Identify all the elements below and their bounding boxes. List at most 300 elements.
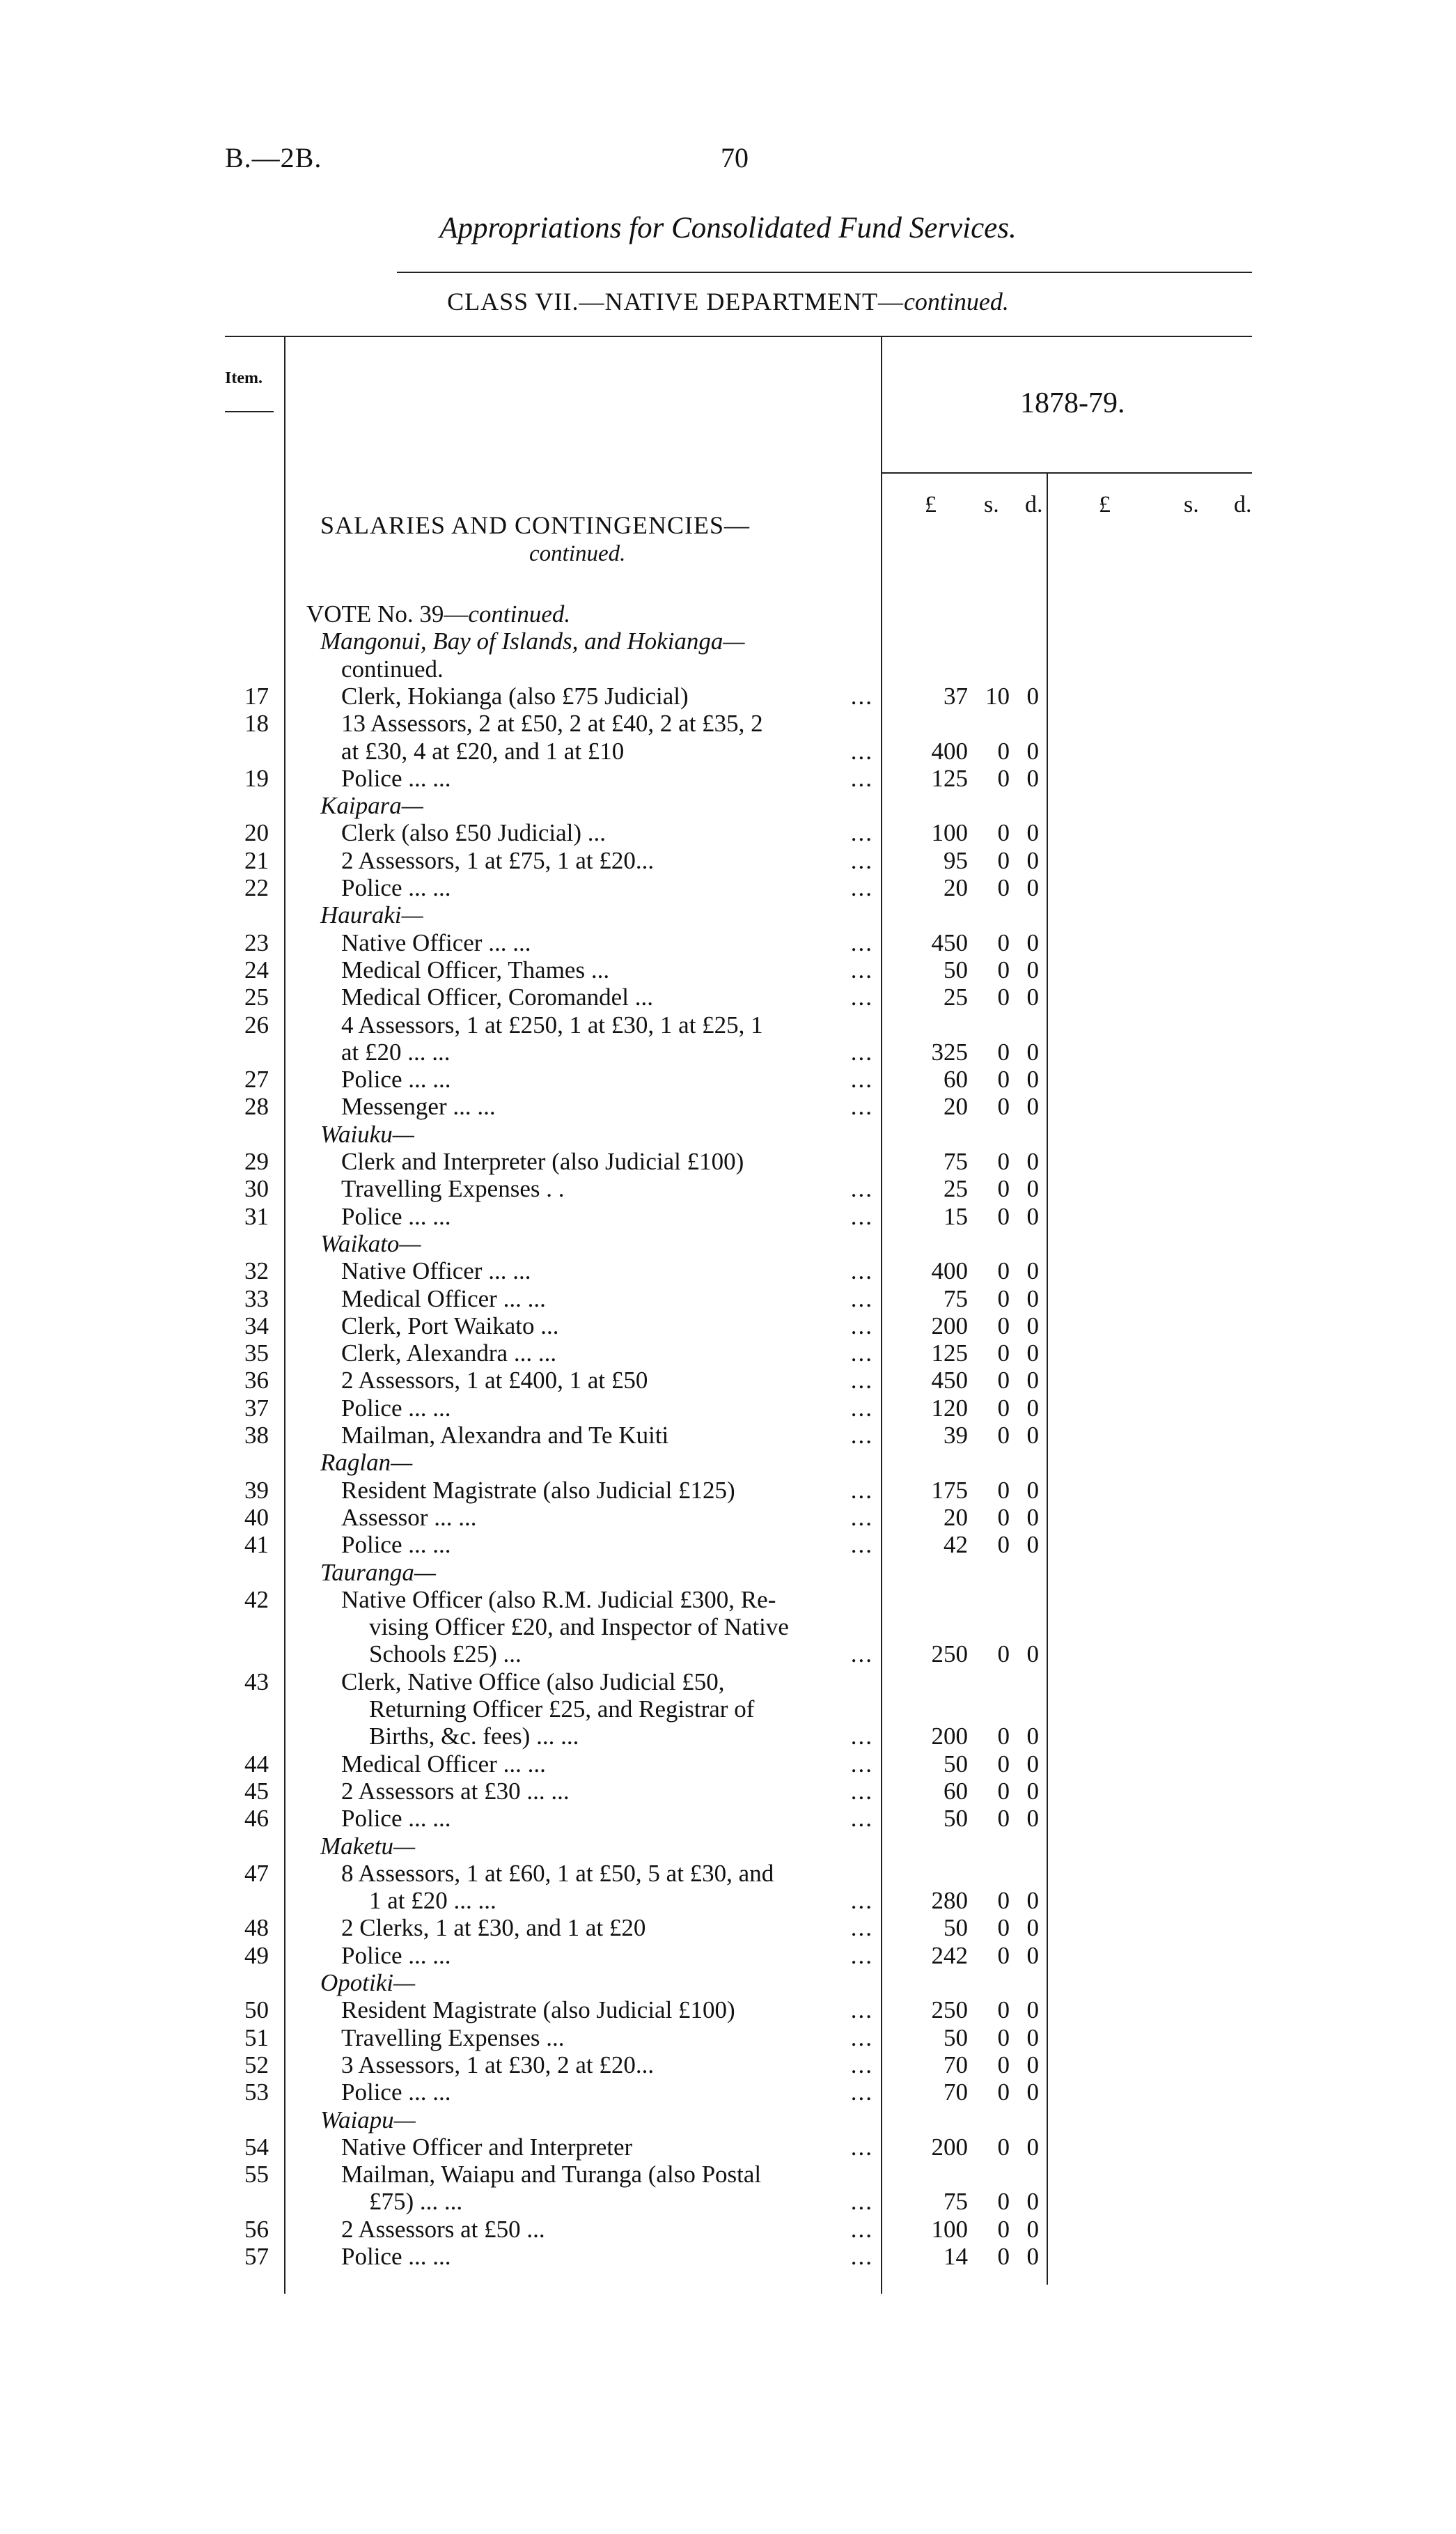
table-row (0, 1887, 1456, 1915)
leader-dots: ... (850, 2023, 873, 2051)
item-number: 18 (244, 710, 269, 738)
item-number: 50 (244, 1996, 269, 2024)
shillings-header-2: s. (1184, 492, 1199, 518)
amount-pounds: 175 (931, 1476, 968, 1504)
item-description: 13 Assessors, 2 at £50, 2 at £40, 2 at £35, 2 (341, 710, 763, 738)
amount-pence: 0 (1026, 1503, 1039, 1531)
item-number: 56 (244, 2215, 269, 2243)
item-description: Travelling Expenses . . (341, 1175, 565, 1203)
amount-shillings: 0 (997, 1476, 1010, 1504)
amount-pence: 0 (1026, 682, 1039, 710)
item-description: Police ... ... (341, 874, 451, 901)
leader-dots: ... (850, 1312, 873, 1339)
item-description: Hauraki— (320, 901, 423, 929)
item-number: 45 (244, 1777, 269, 1805)
item-description: Native Officer ... ... (341, 1257, 531, 1285)
item-number: 32 (244, 1257, 269, 1285)
amount-pounds: 60 (944, 1777, 968, 1805)
item-number: 42 (244, 1585, 269, 1613)
item-description: Clerk, Alexandra ... ... (341, 1339, 557, 1367)
table-row (0, 2051, 1456, 2079)
amount-pence: 0 (1026, 1422, 1039, 1449)
table-row (0, 2188, 1456, 2216)
amount-pence: 0 (1026, 1887, 1039, 1915)
amount-pence: 0 (1026, 1175, 1039, 1203)
top-rule (397, 272, 1252, 273)
item-description: Clerk, Hokianga (also £75 Judicial) (341, 682, 689, 710)
item-number: 23 (244, 928, 269, 956)
table-row (0, 738, 1456, 765)
item-description: vising Officer £20, and Inspector of Native (369, 1613, 789, 1641)
amount-pounds: 50 (944, 1750, 968, 1778)
leader-dots: ... (850, 1750, 873, 1778)
table-row (0, 1175, 1456, 1203)
item-description: Police ... ... (341, 1531, 451, 1559)
table-row (0, 792, 1456, 820)
item-number: 36 (244, 1367, 269, 1394)
page-title: Appropriations for Consolidated Fund Services. (439, 212, 1017, 244)
amount-pence: 0 (1026, 1914, 1039, 1942)
table-row (0, 1203, 1456, 1231)
pounds-header-2: £ (1099, 492, 1111, 518)
amount-pounds: 75 (944, 1284, 968, 1312)
item-number: 55 (244, 2161, 269, 2189)
item-description: Police ... ... (341, 1941, 451, 1969)
table-row (0, 628, 1456, 655)
item-description: Native Officer ... ... (341, 928, 531, 956)
amount-pounds: 125 (931, 764, 968, 792)
item-number: 43 (244, 1668, 269, 1695)
item-description: Tauranga— (320, 1558, 436, 1586)
item-description: Waiapu— (320, 2106, 416, 2133)
table-row (0, 1723, 1456, 1750)
leader-dots: ... (850, 1202, 873, 1230)
amount-pounds: 70 (944, 2051, 968, 2078)
amount-shillings: 0 (997, 1750, 1010, 1778)
amount-pence: 0 (1026, 1202, 1039, 1230)
amount-pence: 0 (1026, 1805, 1039, 1833)
leader-dots: ... (850, 737, 873, 765)
table-row (0, 1066, 1456, 1094)
item-description: Births, &c. fees) ... ... (369, 1723, 579, 1750)
item-description: Schools £25) ... (369, 1640, 522, 1668)
item-description: Resident Magistrate (also Judicial £125) (341, 1476, 735, 1504)
amount-pounds: 400 (931, 737, 968, 765)
table-row (0, 1942, 1456, 1970)
item-description: 3 Assessors, 1 at £30, 2 at £20... (341, 2051, 655, 2078)
amount-shillings: 0 (997, 928, 1010, 956)
amount-pence: 0 (1026, 2243, 1039, 2270)
item-description: Police ... ... (341, 1066, 451, 1094)
leader-dots: ... (850, 1777, 873, 1805)
amount-pounds: 242 (931, 1941, 968, 1969)
table-row (0, 2106, 1456, 2134)
shillings-header: s. (984, 492, 999, 518)
amount-pounds: 280 (931, 1887, 968, 1915)
item-description: Messenger ... ... (341, 1093, 496, 1121)
leader-dots: ... (850, 1531, 873, 1559)
pence-header-2: d. (1234, 492, 1252, 518)
item-description: Maketu— (320, 1832, 416, 1860)
item-description: Clerk, Native Office (also Judicial £50, (341, 1668, 725, 1695)
amount-shillings: 0 (997, 764, 1010, 792)
amount-pounds: 120 (931, 1394, 968, 1422)
item-description: 1 at £20 ... ... (369, 1887, 496, 1915)
item-description: Kaipara— (320, 792, 423, 820)
leader-dots: ... (850, 1339, 873, 1367)
amount-pence: 0 (1026, 928, 1039, 956)
amount-shillings: 0 (997, 2023, 1010, 2051)
amount-pounds: 200 (931, 1312, 968, 1339)
leader-dots: ... (850, 1476, 873, 1504)
item-description: at £30, 4 at £20, and 1 at £10 (341, 737, 625, 765)
table-row (0, 1039, 1456, 1066)
amount-pounds: 37 (944, 682, 968, 710)
amount-pence: 0 (1026, 1394, 1039, 1422)
table-row (0, 1477, 1456, 1505)
item-description: Police ... ... (341, 764, 451, 792)
amount-pounds: 50 (944, 1805, 968, 1833)
amount-shillings: 0 (997, 984, 1010, 1011)
item-description: Clerk (also £50 Judicial) ... (341, 819, 606, 847)
leader-dots: ... (850, 1996, 873, 2024)
pence-header: d. (1025, 492, 1043, 518)
amount-shillings: 0 (997, 2243, 1010, 2270)
item-description: Clerk and Interpreter (also Judicial £100) (341, 1148, 744, 1175)
leader-dots: ... (850, 1093, 873, 1121)
amount-shillings: 0 (997, 846, 1010, 874)
class-heading-main: CLASS VII.—NATIVE DEPARTMENT— (447, 288, 904, 316)
amount-shillings: 0 (997, 819, 1010, 847)
item-number: 30 (244, 1175, 269, 1203)
amount-shillings: 0 (997, 1394, 1010, 1422)
item-description: Resident Magistrate (also Judicial £100) (341, 1996, 735, 2024)
item-number: 41 (244, 1531, 269, 1559)
table-row (0, 600, 1456, 628)
table-row (0, 1860, 1456, 1888)
item-description: 2 Assessors, 1 at £400, 1 at £50 (341, 1367, 648, 1394)
leader-dots: ... (850, 1887, 873, 1915)
amount-pence: 0 (1026, 1777, 1039, 1805)
amount-pounds: 15 (944, 1202, 968, 1230)
item-description-suffix: continued. (468, 600, 571, 628)
amount-shillings: 0 (997, 1038, 1010, 1066)
item-description: Waiuku— (320, 1120, 414, 1148)
item-description: 2 Assessors, 1 at £75, 1 at £20... (341, 846, 655, 874)
item-number: 37 (244, 1394, 269, 1422)
amount-pence: 0 (1026, 1367, 1039, 1394)
amount-shillings: 10 (985, 682, 1010, 710)
amount-pounds: 50 (944, 2023, 968, 2051)
amount-pence: 0 (1026, 2051, 1039, 2078)
item-description: Police ... ... (341, 1805, 451, 1833)
amount-shillings: 0 (997, 1066, 1010, 1094)
amount-shillings: 0 (997, 1257, 1010, 1285)
leader-dots: ... (850, 764, 873, 792)
leader-dots: ... (850, 846, 873, 874)
item-number: 47 (244, 1859, 269, 1887)
document-reference: B.—2B. (225, 142, 322, 173)
amount-pence: 0 (1026, 737, 1039, 765)
amount-shillings: 0 (997, 956, 1010, 984)
table-row (0, 1640, 1456, 1668)
table-row (0, 2133, 1456, 2161)
amount-pounds: 25 (944, 984, 968, 1011)
amount-pounds: 100 (931, 819, 968, 847)
item-number: 17 (244, 682, 269, 710)
amount-shillings: 0 (997, 1914, 1010, 1942)
item-description: continued. (341, 655, 444, 683)
table-row (0, 1559, 1456, 1587)
amount-pounds: 325 (931, 1038, 968, 1066)
item-description: Police ... ... (341, 2078, 451, 2106)
table-row (0, 710, 1456, 738)
leader-dots: ... (850, 1394, 873, 1422)
amount-pounds: 42 (944, 1531, 968, 1559)
table-row (0, 874, 1456, 902)
amount-shillings: 0 (997, 1531, 1010, 1559)
amount-pounds: 20 (944, 1503, 968, 1531)
item-number: 49 (244, 1941, 269, 1969)
leader-dots: ... (850, 2215, 873, 2243)
amount-pence: 0 (1026, 2078, 1039, 2106)
amount-shillings: 0 (997, 1996, 1010, 2024)
leader-dots: ... (850, 1066, 873, 1094)
item-number: 39 (244, 1476, 269, 1504)
amount-shillings: 0 (997, 1339, 1010, 1367)
class-heading (0, 287, 1456, 316)
leader-dots: ... (850, 874, 873, 901)
amount-pounds: 95 (944, 846, 968, 874)
amount-pence: 0 (1026, 819, 1039, 847)
table-row (0, 1312, 1456, 1340)
amount-shillings: 0 (997, 1777, 1010, 1805)
leader-dots: ... (850, 1175, 873, 1203)
amount-pounds: 70 (944, 2078, 968, 2106)
year-header-rule (882, 472, 1252, 474)
amount-shillings: 0 (997, 1202, 1010, 1230)
amount-pounds: 20 (944, 874, 968, 901)
amount-shillings: 0 (997, 2215, 1010, 2243)
table-row (0, 1914, 1456, 1942)
table-row (0, 1504, 1456, 1532)
amount-pence: 0 (1026, 1066, 1039, 1094)
table-row (0, 901, 1456, 929)
amount-pounds: 50 (944, 956, 968, 984)
item-number: 57 (244, 2243, 269, 2270)
amount-pounds: 125 (931, 1339, 968, 1367)
leader-dots: ... (850, 1038, 873, 1066)
item-description: 8 Assessors, 1 at £60, 1 at £50, 5 at £30, and (341, 1859, 774, 1887)
leader-dots: ... (850, 1941, 873, 1969)
leader-dots: ... (850, 956, 873, 984)
amount-shillings: 0 (997, 1284, 1010, 1312)
table-row (0, 1257, 1456, 1285)
table-row (0, 1805, 1456, 1833)
amount-shillings: 0 (997, 1503, 1010, 1531)
item-number: 20 (244, 819, 269, 847)
item-description: Mailman, Waiapu and Turanga (also Postal (341, 2161, 762, 2189)
table-row (0, 1996, 1456, 2024)
item-number: 33 (244, 1284, 269, 1312)
amount-pounds: 25 (944, 1175, 968, 1203)
table-row (0, 1339, 1456, 1367)
leader-dots: ... (850, 2133, 873, 2161)
table-row (0, 1668, 1456, 1696)
item-description: Police ... ... (341, 2243, 451, 2270)
item-description: Police ... ... (341, 1202, 451, 1230)
page-number: 70 (721, 142, 749, 173)
amount-shillings: 0 (997, 737, 1010, 765)
amount-pounds: 450 (931, 928, 968, 956)
amount-pounds: 100 (931, 2215, 968, 2243)
amount-pence: 0 (1026, 1038, 1039, 1066)
item-number: 40 (244, 1503, 269, 1531)
amount-shillings: 0 (997, 1367, 1010, 1394)
section-heading-continued: continued. (529, 541, 626, 566)
item-number: 24 (244, 956, 269, 984)
leader-dots: ... (850, 928, 873, 956)
amount-pence: 0 (1026, 1476, 1039, 1504)
item-number: 46 (244, 1805, 269, 1833)
amount-pence: 0 (1026, 1339, 1039, 1367)
amount-pence: 0 (1026, 2188, 1039, 2216)
amount-shillings: 0 (997, 2133, 1010, 2161)
table-row (0, 929, 1456, 957)
item-description: Opotiki— (320, 1969, 416, 1996)
table-row (0, 1613, 1456, 1641)
amount-shillings: 0 (997, 2051, 1010, 2078)
item-description: Mailman, Alexandra and Te Kuiti (341, 1422, 669, 1449)
leader-dots: ... (850, 1723, 873, 1750)
item-header-underline (225, 411, 274, 412)
amount-pence: 0 (1026, 1148, 1039, 1175)
item-number: 53 (244, 2078, 269, 2106)
leader-dots: ... (850, 1805, 873, 1833)
leader-dots: ... (850, 1640, 873, 1668)
amount-shillings: 0 (997, 2188, 1010, 2216)
table-row (0, 1093, 1456, 1121)
item-number: 29 (244, 1148, 269, 1175)
table-row (0, 1778, 1456, 1805)
table-row (0, 1367, 1456, 1394)
amount-pounds: 75 (944, 1148, 968, 1175)
leader-dots: ... (850, 1503, 873, 1531)
amount-shillings: 0 (997, 874, 1010, 901)
item-description: 2 Assessors at £30 ... ... (341, 1777, 570, 1805)
item-description: Medical Officer, Coromandel ... (341, 984, 653, 1011)
table-row (0, 1121, 1456, 1149)
table-row (0, 655, 1456, 683)
amount-shillings: 0 (997, 1148, 1010, 1175)
amount-pounds: 250 (931, 1996, 968, 2024)
item-description: Mangonui, Bay of Islands, and Hokianga— (320, 628, 745, 655)
amount-pence: 0 (1026, 1996, 1039, 2024)
amount-shillings: 0 (997, 1805, 1010, 1833)
item-description: £75) ... ... (369, 2188, 463, 2216)
leader-dots: ... (850, 682, 873, 710)
amount-pounds: 39 (944, 1422, 968, 1449)
item-number: 31 (244, 1202, 269, 1230)
item-number: 27 (244, 1066, 269, 1094)
amount-pence: 0 (1026, 1640, 1039, 1668)
item-number: 44 (244, 1750, 269, 1778)
amount-pence: 0 (1026, 764, 1039, 792)
amount-shillings: 0 (997, 2078, 1010, 2106)
leader-dots: ... (850, 1422, 873, 1449)
table-row (0, 2243, 1456, 2271)
leader-dots: ... (850, 2188, 873, 2216)
item-description: VOTE No. 39—continued. (306, 600, 571, 628)
table-row (0, 1011, 1456, 1039)
table-row (0, 984, 1456, 1011)
item-description: Police ... ... (341, 1394, 451, 1422)
leader-dots: ... (850, 2078, 873, 2106)
item-number: 34 (244, 1312, 269, 1339)
item-number: 21 (244, 846, 269, 874)
amount-pounds: 50 (944, 1914, 968, 1942)
amount-pence: 0 (1026, 2133, 1039, 2161)
item-description: 4 Assessors, 1 at £250, 1 at £30, 1 at £25, 1 (341, 1011, 763, 1039)
amount-shillings: 0 (997, 1887, 1010, 1915)
item-description: Waikato— (320, 1229, 421, 1257)
table-row (0, 956, 1456, 984)
table-row (0, 1750, 1456, 1778)
item-number: 52 (244, 2051, 269, 2078)
amount-pounds: 75 (944, 2188, 968, 2216)
table-row (0, 847, 1456, 875)
pounds-header: £ (925, 492, 937, 518)
table-row (0, 1422, 1456, 1449)
amount-pounds: 250 (931, 1640, 968, 1668)
item-description: Returning Officer £25, and Registrar of (369, 1695, 755, 1723)
item-number: 38 (244, 1422, 269, 1449)
item-number: 19 (244, 764, 269, 792)
leader-dots: ... (850, 1257, 873, 1285)
table-row (0, 2216, 1456, 2244)
item-number: 26 (244, 1011, 269, 1039)
amount-pence: 0 (1026, 1531, 1039, 1559)
amount-pence: 0 (1026, 1257, 1039, 1285)
amount-shillings: 0 (997, 1640, 1010, 1668)
amount-pounds: 400 (931, 1257, 968, 1285)
table-top-rule (225, 336, 1252, 337)
item-number: 54 (244, 2133, 269, 2161)
table-row (0, 1285, 1456, 1313)
table-row (0, 683, 1456, 710)
amount-shillings: 0 (997, 1422, 1010, 1449)
amount-shillings: 0 (997, 1941, 1010, 1969)
item-number: 35 (244, 1339, 269, 1367)
amount-pence: 0 (1026, 846, 1039, 874)
table-row (0, 1394, 1456, 1422)
table-row (0, 1531, 1456, 1559)
table-row (0, 765, 1456, 793)
item-description: Travelling Expenses ... (341, 2023, 565, 2051)
leader-dots: ... (850, 1367, 873, 1394)
amount-pounds: 60 (944, 1066, 968, 1094)
leader-dots: ... (850, 984, 873, 1011)
item-description: Medical Officer ... ... (341, 1284, 546, 1312)
amount-pence: 0 (1026, 2215, 1039, 2243)
item-description: Native Officer and Interpreter (341, 2133, 633, 2161)
item-description: 2 Assessors at £50 ... (341, 2215, 545, 2243)
amount-shillings: 0 (997, 1175, 1010, 1203)
table-row (0, 1230, 1456, 1258)
amount-pence: 0 (1026, 1284, 1039, 1312)
table-row (0, 1586, 1456, 1614)
item-number: 28 (244, 1093, 269, 1121)
